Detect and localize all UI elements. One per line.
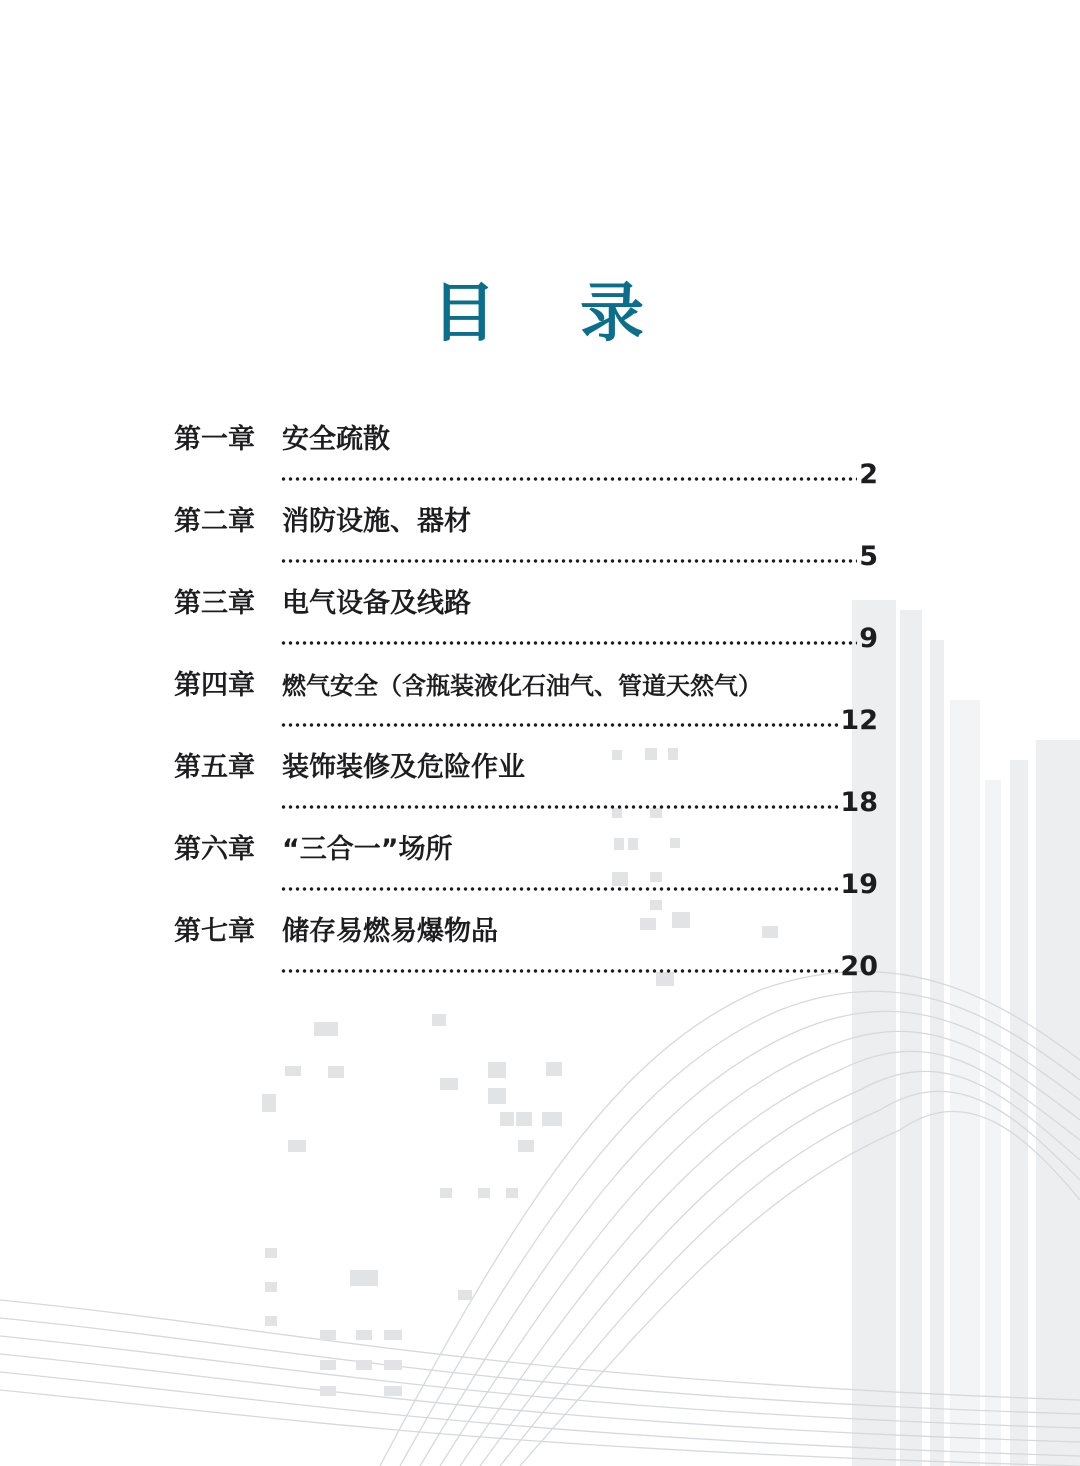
chapter-number: 第二章 [174, 506, 255, 537]
page-number: 20 [840, 951, 878, 982]
dot-leader [280, 804, 838, 810]
dot-leader [280, 886, 838, 892]
toc-entry[interactable] [174, 584, 878, 666]
page-title [0, 262, 1080, 354]
toc-entry[interactable] [174, 912, 878, 994]
table-of-contents [174, 420, 878, 994]
chapter-title: 储存易燃易爆物品 [282, 916, 498, 947]
toc-entry[interactable] [174, 830, 878, 912]
chapter-title: 装饰装修及危险作业 [282, 752, 525, 783]
title-char-2: 录 [580, 277, 648, 351]
dot-leader [280, 476, 857, 482]
page-number: 5 [859, 541, 878, 572]
chapter-number: 第四章 [174, 670, 255, 701]
chapter-title: 燃气安全（含瓶装液化石油气、管道天然气） [282, 672, 762, 700]
chapter-title: “三合一”场所 [282, 834, 453, 865]
dot-leader [280, 640, 857, 646]
toc-entry[interactable] [174, 748, 878, 830]
page-number: 19 [840, 869, 878, 900]
chapter-title: 电气设备及线路 [282, 588, 471, 619]
page-number: 12 [840, 705, 878, 736]
chapter-number: 第五章 [174, 752, 255, 783]
dot-leader [280, 968, 838, 974]
chapter-number: 第六章 [174, 834, 255, 865]
chapter-number: 第三章 [174, 588, 255, 619]
chapter-number: 第一章 [174, 424, 255, 455]
title-char-1: 目 [432, 277, 500, 351]
toc-entry[interactable] [174, 666, 878, 748]
chapter-number: 第七章 [174, 916, 255, 947]
dot-leader [280, 722, 838, 728]
page-number: 2 [859, 459, 878, 490]
toc-entry[interactable] [174, 420, 878, 502]
page-number: 18 [840, 787, 878, 818]
chapter-title: 消防设施、器材 [282, 506, 471, 537]
chapter-title: 安全疏散 [282, 424, 390, 455]
page-number: 9 [859, 623, 878, 654]
toc-entry[interactable] [174, 502, 878, 584]
dot-leader [280, 558, 857, 564]
